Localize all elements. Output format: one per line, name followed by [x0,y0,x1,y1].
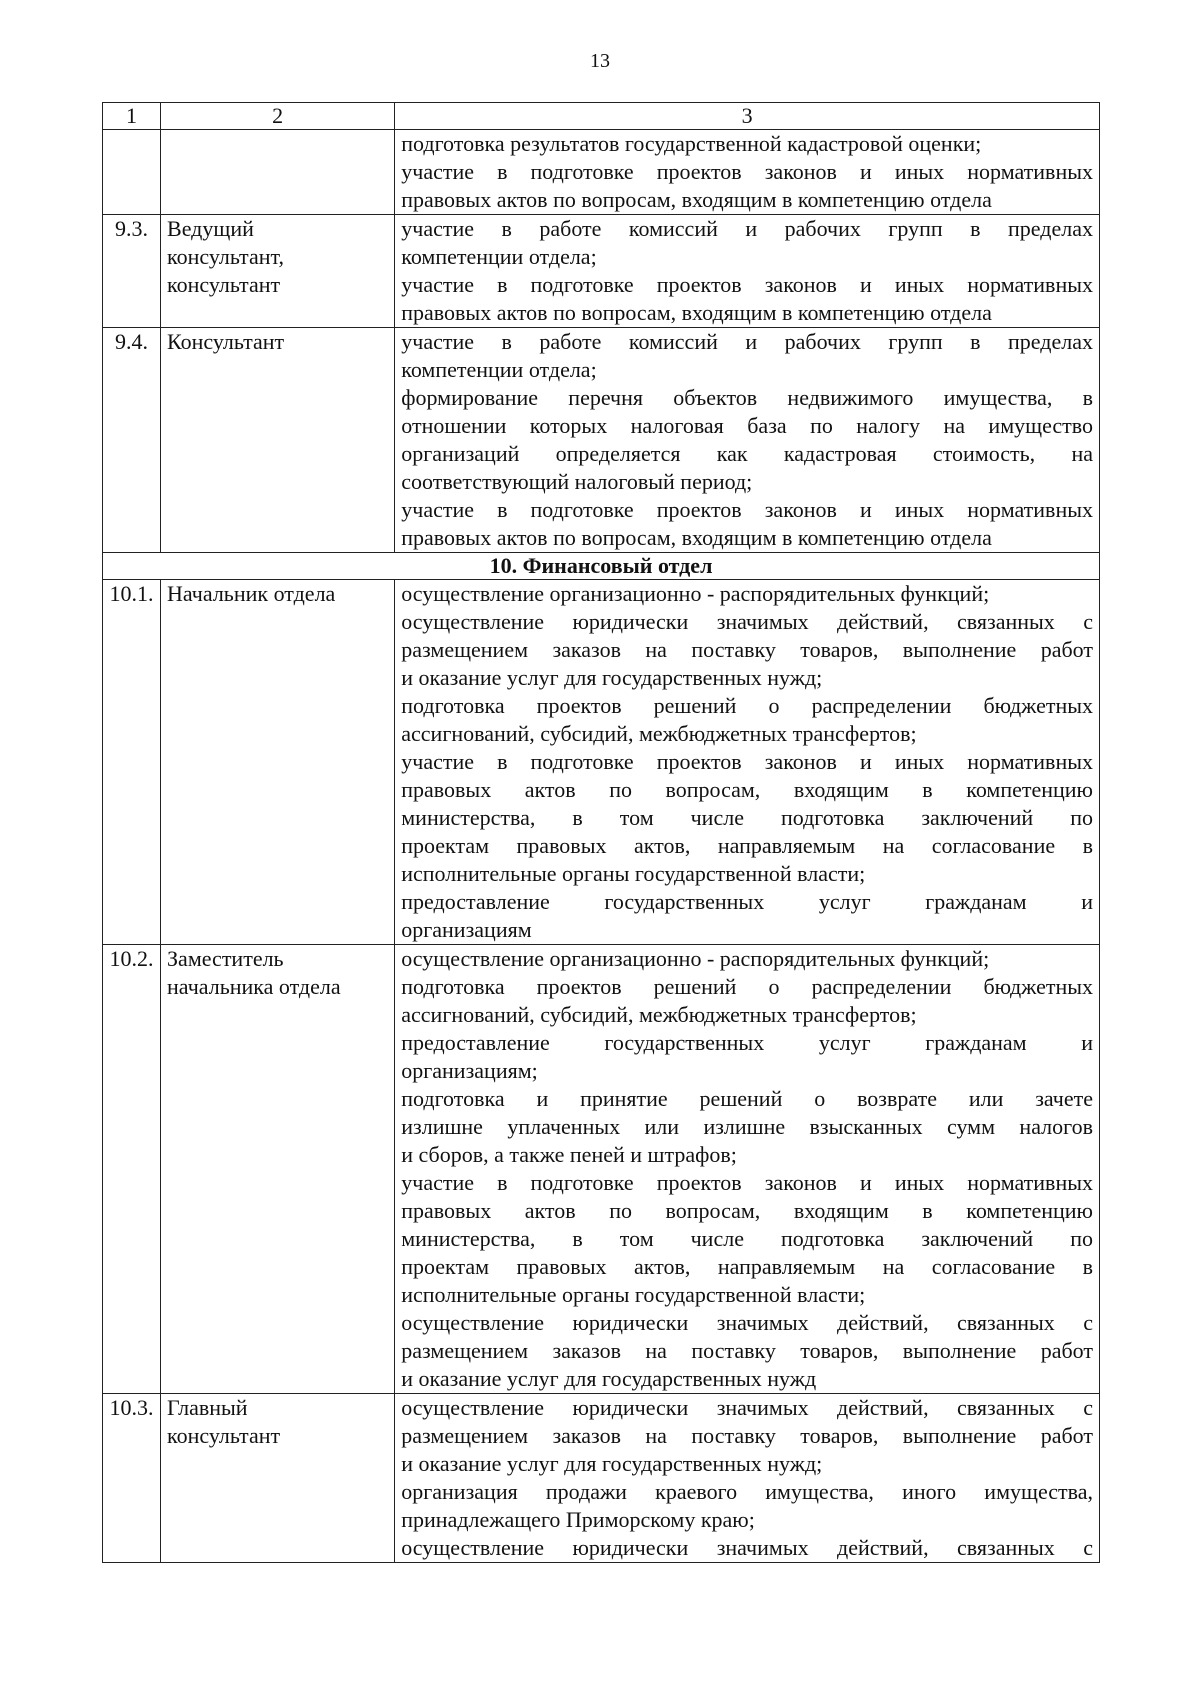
row-number: 10.3. [103,1394,161,1563]
position-title [161,580,395,945]
row-number: 10.2. [103,945,161,1394]
duty-line: организациям; [401,1058,538,1083]
duty-line: исполнительные органы государственной власти; [401,1282,866,1307]
row-number [103,130,161,215]
table-row [103,130,1100,215]
position-title-line: начальника отдела [167,974,341,999]
duty-line: принадлежащего Приморскому краю; [401,1507,755,1532]
duty-line: предоставление государственных услуг гражданам и [401,889,1093,914]
duties-cell [395,945,1100,1394]
duty-line: министерства, в том числе подготовка заключений по [401,1226,1093,1251]
section-row [103,553,1100,580]
position-title [161,328,395,553]
duty-line: участие в работе комиссий и рабочих групп в пределах [401,329,1093,354]
position-title [161,215,395,328]
duty-line: и сборов, а также пеней и штрафов; [401,1142,737,1167]
position-title-line: Главный [167,1395,248,1420]
duty-line: излишне уплаченных или излишне взысканных сумм налогов [401,1114,1093,1139]
table-header-row [103,103,1100,130]
position-title-line: Ведущий [167,216,254,241]
column-header-1: 1 [103,103,161,130]
duty-line: правовых актов по вопросам, входящим в компетенцию отдела [401,525,992,550]
duty-line: осуществление организационно - распорядительных функций; [401,581,990,606]
duty-line: ассигнований, субсидий, межбюджетных трансфертов; [401,721,917,746]
position-title [161,945,395,1394]
duty-line: правовых актов по вопросам, входящим в компетенцию отдела [401,300,992,325]
duty-line: предоставление государственных услуг гражданам и [401,1030,1093,1055]
duty-line: министерства, в том числе подготовка заключений по [401,805,1093,830]
duty-line: размещением заказов на поставку товаров, выполнение работ [401,1423,1093,1448]
duty-line: организаций определяется как кадастровая стоимость, на [401,441,1093,466]
duty-line: и оказание услуг для государственных нужд [401,1366,817,1391]
duty-line: подготовка и принятие решений о возврате или зачете [401,1086,1093,1111]
duty-line: правовых актов по вопросам, входящим в компетенцию [401,1198,1093,1223]
position-title-line: Консультант [167,329,285,354]
column-header-3: 3 [395,103,1100,130]
duties-cell [395,215,1100,328]
duties-cell [395,328,1100,553]
duty-line: подготовка проектов решений о распределении бюджетных [401,693,1093,718]
duty-line: подготовка проектов решений о распределении бюджетных [401,974,1093,999]
position-title-line: консультант [167,272,281,297]
column-header-2: 2 [161,103,395,130]
duty-line: осуществление юридически значимых действий, связанных с [401,1310,1093,1335]
table-row [103,328,1100,553]
duty-line: ассигнований, субсидий, межбюджетных трансфертов; [401,1002,917,1027]
position-title-line: Начальник отдела [167,581,336,606]
duty-line: организациям [401,917,532,942]
table-row [103,1394,1100,1563]
duty-line: исполнительные органы государственной власти; [401,861,866,886]
duty-line: организация продажи краевого имущества, иного имущества, [401,1479,1093,1504]
position-title-line: Заместитель [167,946,284,971]
duties-cell [395,580,1100,945]
duty-line: участие в подготовке проектов законов и иных нормативных [401,272,1093,297]
row-number: 9.3. [103,215,161,328]
duty-line: компетенции отдела; [401,357,597,382]
duty-line: осуществление организационно - распорядительных функций; [401,946,990,971]
duty-line: участие в подготовке проектов законов и иных нормативных [401,159,1093,184]
duty-line: и оказание услуг для государственных нужд; [401,665,823,690]
position-title-line: консультант [167,1423,281,1448]
duty-line: формирование перечня объектов недвижимого имущества, в [401,385,1093,410]
position-title [161,130,395,215]
duty-line: участие в работе комиссий и рабочих групп в пределах [401,216,1093,241]
duty-line: подготовка результатов государственной кадастровой оценки; [401,131,982,156]
duty-line: участие в подготовке проектов законов и иных нормативных [401,497,1093,522]
duty-line: участие в подготовке проектов законов и иных нормативных [401,1170,1093,1195]
duty-line: участие в подготовке проектов законов и иных нормативных [401,749,1093,774]
duty-line: размещением заказов на поставку товаров, выполнение работ [401,1338,1093,1363]
duties-table [102,102,1100,1563]
row-number: 10.1. [103,580,161,945]
duty-line: правовых актов по вопросам, входящим в компетенцию [401,777,1093,802]
duty-line: осуществление юридически значимых действий, связанных с [401,1535,1093,1560]
duty-line: осуществление юридически значимых действий, связанных с [401,609,1093,634]
position-title-line: консультант, [167,244,284,269]
duty-line: и оказание услуг для государственных нужд; [401,1451,823,1476]
duties-cell [395,130,1100,215]
duties-cell [395,1394,1100,1563]
page-number: 13 [590,50,610,72]
table-row [103,580,1100,945]
duty-line: отношении которых налоговая база по налогу на имущество [401,413,1093,438]
duty-line: размещением заказов на поставку товаров, выполнение работ [401,637,1093,662]
duty-line: проектам правовых актов, направляемым на согласование в [401,833,1093,858]
position-title [161,1394,395,1563]
duty-line: правовых актов по вопросам, входящим в компетенцию отдела [401,187,992,212]
duty-line: компетенции отдела; [401,244,597,269]
duty-line: соответствующий налоговый период; [401,469,753,494]
table-row [103,215,1100,328]
row-number: 9.4. [103,328,161,553]
duty-line: проектам правовых актов, направляемым на согласование в [401,1254,1093,1279]
table-row [103,945,1100,1394]
section-title: 10. Финансовый отдел [103,553,1100,580]
duty-line: осуществление юридически значимых действий, связанных с [401,1395,1093,1420]
